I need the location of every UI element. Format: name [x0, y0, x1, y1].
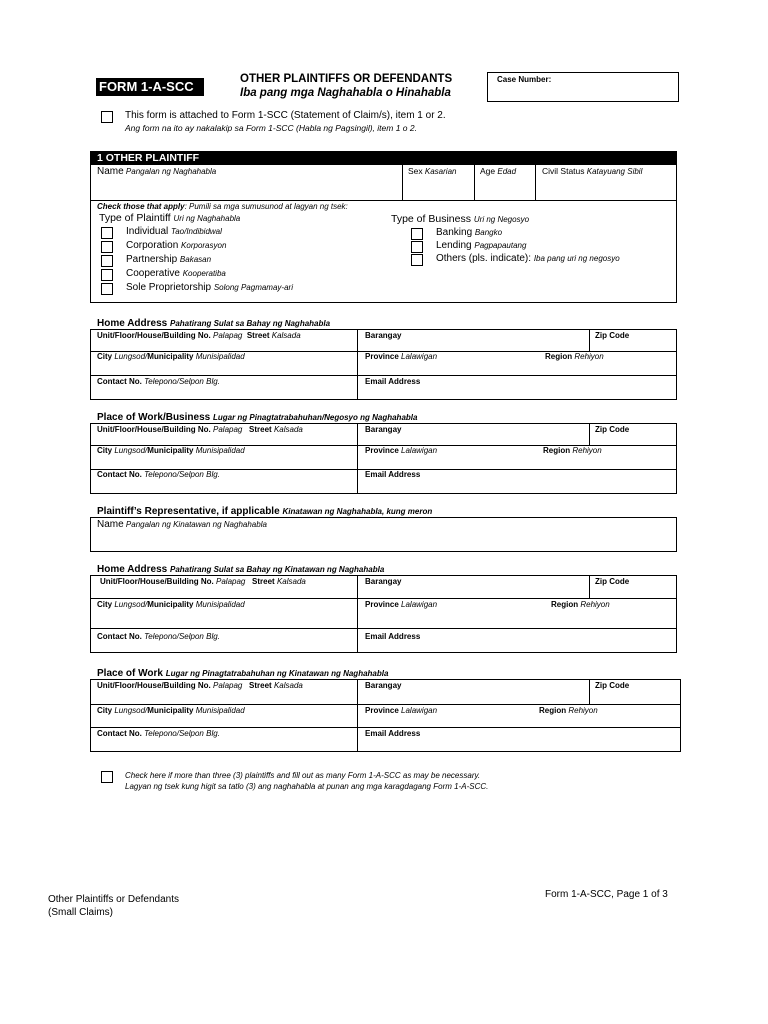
home-barangay-field[interactable]: Barangay — [365, 331, 402, 340]
rep-home-unit-field[interactable]: Unit/Floor/House/Building No. Palapag Street Kalsada — [100, 577, 306, 586]
home-region-field[interactable]: Region Rehiyon — [545, 352, 604, 361]
checkbox-banking[interactable] — [411, 228, 423, 240]
more-plaintiffs-line2: Lagyan ng tsek kung higit sa tatlo (3) ang naghahabla at punan ang mga karagdagang Form 1-A-SCC. — [125, 782, 489, 791]
footer-page-number: Form 1-A-SCC, Page 1 of 3 — [545, 889, 668, 900]
option-corporation: Corporation Korporasyon — [126, 240, 227, 251]
rep-place-of-work-heading: Place of Work Lugar ng Pinagtatrabahuhan ng Kinatawan ng Naghahabla — [97, 668, 389, 679]
plaintiff-name-field[interactable]: Name Pangalan ng Naghahabla — [97, 166, 217, 177]
checkbox-partnership[interactable] — [101, 255, 113, 267]
work-province-field[interactable]: Province Lalawigan — [365, 446, 438, 455]
checkbox-others[interactable] — [411, 254, 423, 266]
rep-home-email-field[interactable]: Email Address — [365, 632, 421, 641]
footer-left-line2: (Small Claims) — [48, 907, 113, 918]
work-contact-field[interactable]: Contact No. Telepono/Selpon Blg. — [97, 470, 220, 479]
home-city-field[interactable]: City Lungsod/Municipality Munisipalidad — [97, 352, 245, 361]
rep-work-province-field[interactable]: Province Lalawigan — [365, 706, 438, 715]
more-plaintiffs-checkbox[interactable] — [101, 771, 113, 783]
option-others: Others (pls. indicate): Iba pang uri ng negosyo — [436, 253, 620, 264]
rep-home-region-field[interactable]: Region Rehiyon — [551, 600, 610, 609]
home-email-field[interactable]: Email Address — [365, 377, 421, 386]
sex-field[interactable]: Sex Kasarian — [408, 166, 457, 176]
check-instruction: Check those that apply: Pumili sa mga sumusunod at lagyan ng tsek: — [97, 202, 348, 211]
option-lending: Lending Pagpapautang — [436, 240, 527, 251]
option-partnership: Partnership Bakasan — [126, 254, 212, 265]
work-region-field[interactable]: Region Rehiyon — [543, 446, 602, 455]
rep-home-zip-field[interactable]: Zip Code — [595, 577, 630, 586]
checkbox-sole-proprietorship[interactable] — [101, 283, 113, 295]
form-code-badge: FORM 1-A-SCC — [96, 78, 204, 96]
rep-work-contact-field[interactable]: Contact No. Telepono/Selpon Blg. — [97, 729, 220, 738]
civil-status-field[interactable]: Civil Status Katayuang Sibil — [542, 166, 643, 176]
home-unit-field[interactable]: Unit/Floor/House/Building No. Palapag Street Kalsada — [97, 331, 301, 340]
age-field[interactable]: Age Edad — [480, 166, 517, 176]
attach-note-line2: Ang form na ito ay nakalakip sa Form 1-SCC (Habla ng Pagsingil), item 1 o 2. — [125, 123, 417, 133]
option-individual: Individual Tao/Indibidwal — [126, 226, 222, 237]
option-cooperative: Cooperative Kooperatiba — [126, 268, 226, 279]
form-subtitle: Iba pang mga Naghahabla o Hinahabla — [240, 87, 451, 99]
rep-work-barangay-field[interactable]: Barangay — [365, 681, 402, 690]
option-sole-proprietorship: Sole Proprietorship Solong Pagmamay-ari — [126, 282, 293, 293]
work-zip-field[interactable]: Zip Code — [595, 425, 630, 434]
checkbox-cooperative[interactable] — [101, 269, 113, 281]
case-number-label: Case Number: — [497, 75, 552, 84]
work-barangay-field[interactable]: Barangay — [365, 425, 402, 434]
home-province-field[interactable]: Province Lalawigan — [365, 352, 438, 361]
footer-left-line1: Other Plaintiffs or Defendants — [48, 894, 179, 905]
rep-work-email-field[interactable]: Email Address — [365, 729, 421, 738]
rep-home-city-field[interactable]: City Lungsod/Municipality Munisipalidad — [97, 600, 245, 609]
checkbox-corporation[interactable] — [101, 241, 113, 253]
rep-home-province-field[interactable]: Province Lalawigan — [365, 600, 438, 609]
work-city-field[interactable]: City Lungsod/Municipality Munisipalidad — [97, 446, 245, 455]
section-header-other-plaintiff: 1 OTHER PLAINTIFF — [90, 151, 677, 165]
work-unit-field[interactable]: Unit/Floor/House/Building No. Palapag Street Kalsada — [97, 425, 303, 434]
representative-name-field[interactable]: Name Pangalan ng Kinatawan ng Naghahabla — [97, 519, 267, 530]
home-contact-field[interactable]: Contact No. Telepono/Selpon Blg. — [97, 377, 220, 386]
place-of-work-heading: Place of Work/Business Lugar ng Pinagtatrabahuhan/Negosyo ng Naghahabla — [97, 412, 418, 423]
rep-work-region-field[interactable]: Region Rehiyon — [539, 706, 598, 715]
rep-home-barangay-field[interactable]: Barangay — [365, 577, 402, 586]
home-zip-field[interactable]: Zip Code — [595, 331, 630, 340]
rep-work-city-field[interactable]: City Lungsod/Municipality Munisipalidad — [97, 706, 245, 715]
rep-home-address-heading: Home Address Pahatirang Sulat sa Bahay ng Kinatawan ng Naghahabla — [97, 564, 385, 575]
home-address-heading: Home Address Pahatirang Sulat sa Bahay ng Naghahabla — [97, 318, 331, 329]
rep-work-zip-field[interactable]: Zip Code — [595, 681, 630, 690]
rep-home-contact-field[interactable]: Contact No. Telepono/Selpon Blg. — [97, 632, 220, 641]
representative-heading: Plaintiff’s Representative, if applicable Kinatawan ng Naghahabla, kung meron — [97, 506, 433, 517]
option-banking: Banking Bangko — [436, 227, 503, 238]
rep-work-unit-field[interactable]: Unit/Floor/House/Building No. Palapag Street Kalsada — [97, 681, 303, 690]
form-title: OTHER PLAINTIFFS OR DEFENDANTS — [240, 73, 453, 85]
type-of-business-heading: Type of Business Uri ng Negosyo — [391, 213, 530, 225]
checkbox-lending[interactable] — [411, 241, 423, 253]
checkbox-individual[interactable] — [101, 227, 113, 239]
work-email-field[interactable]: Email Address — [365, 470, 421, 479]
attach-note-line1: This form is attached to Form 1-SCC (Statement of Claim/s), item 1 or 2. — [125, 110, 446, 121]
attach-checkbox[interactable] — [101, 111, 113, 123]
more-plaintiffs-line1: Check here if more than three (3) plaintiffs and fill out as many Form 1-A-SCC as may be necessary. — [125, 771, 481, 780]
type-of-plaintiff-heading: Type of Plaintiff Uri ng Naghahabla — [99, 212, 241, 224]
case-number-box[interactable] — [487, 72, 679, 102]
